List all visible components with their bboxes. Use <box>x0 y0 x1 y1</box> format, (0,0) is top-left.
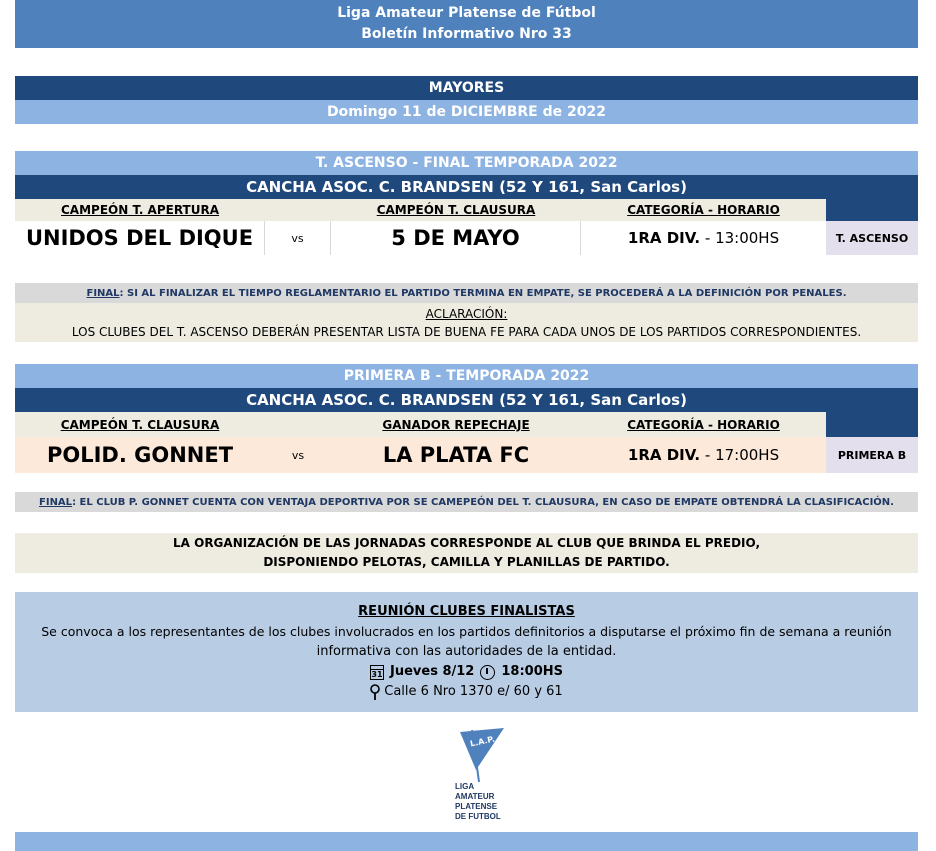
ascenso-clarification <box>15 303 918 342</box>
meeting-box <box>15 592 918 712</box>
ascenso-final-note <box>15 283 918 303</box>
bulletin-number: Boletín Informativo Nro 33 <box>361 26 572 42</box>
clarification-label: ACLARACIÓN: <box>425 306 508 321</box>
logo-flag-text: L.A.P. <box>469 734 496 749</box>
ascenso-title: T. ASCENSO - FINAL TEMPORADA 2022 <box>15 151 918 175</box>
division-date: Domingo 11 de DICIEMBRE de 2022 <box>15 100 918 124</box>
meeting-date: Jueves 8/12 <box>390 664 475 679</box>
meeting-title: REUNIÓN CLUBES FINALISTAS <box>358 604 575 619</box>
logo-line-3: PLATENSE <box>455 802 498 811</box>
primera-b-col-away-header: GANADOR REPECHAJE <box>382 417 530 432</box>
primera-b-col-home-header: CAMPEÓN T. CLAUSURA <box>60 417 220 432</box>
location-pin-icon <box>370 684 380 701</box>
primera-b-away-team: LA PLATA FC <box>382 443 530 467</box>
organization-note <box>15 533 918 573</box>
bulletin-header <box>15 0 918 48</box>
ascenso-category-time <box>581 221 826 255</box>
meeting-address: Calle 6 Nro 1370 e/ 60 y 61 <box>384 684 563 699</box>
logo-wordmark <box>455 782 501 822</box>
primera-b-time: - 17:00HS <box>700 446 780 464</box>
primera-b-final-note-text: : EL CLUB P. GONNET CUENTA CON VENTAJA DEPORTIVA POR SE CAMEPEÓN DEL T. CLAUSURA, EN CASO DE EMPATE OBTENDRÁ LA CLASIFICACIÓN. <box>72 496 894 508</box>
primera-b-tag-top <box>826 412 918 437</box>
division-title: MAYORES <box>15 76 918 100</box>
organization-line-1: LA ORGANIZACIÓN DE LAS JORNADAS CORRESPONDE AL CLUB QUE BRINDA EL PREDIO, <box>173 536 760 550</box>
primera-b-home-team: POLID. GONNET <box>46 443 234 467</box>
ascenso-time: - 13:00HS <box>700 229 780 247</box>
meeting-text-1: Se convoca a los representantes de los clubes involucrados en los partidos definitorios a disputarse el próximo fin de semana a reunión <box>41 624 892 639</box>
footer-bar <box>15 832 918 851</box>
primera-b-final-note <box>15 492 918 512</box>
primera-b-col-category-header: CATEGORÍA - HORARIO <box>627 417 780 432</box>
league-name: Liga Amateur Platense de Fútbol <box>337 5 596 21</box>
ascenso-tag-top <box>826 199 918 221</box>
clarification-text: LOS CLUBES DEL T. ASCENSO DEBERÁN PRESENTAR LISTA DE BUENA FE PARA CADA UNOS DE LOS PARTIDOS CORRESPONDIENTES. <box>71 324 862 339</box>
primera-b-final-note-label: FINAL <box>39 496 73 508</box>
ascenso-vs-label: vs <box>265 221 331 255</box>
clock-icon <box>480 665 495 680</box>
primera-b-tag: PRIMERA B <box>826 437 918 473</box>
ascenso-col-category-header: CATEGORÍA - HORARIO <box>627 203 780 217</box>
ascenso-category: 1RA DIV. <box>627 229 701 247</box>
calendar-icon <box>370 665 384 680</box>
league-logo <box>448 724 518 830</box>
primera-b-title: PRIMERA B - TEMPORADA 2022 <box>15 364 918 388</box>
ascenso-col-home-header: CAMPEÓN T. APERTURA <box>61 203 219 217</box>
primera-b-vs-label: vs <box>291 448 305 462</box>
ascenso-final-note-label: FINAL <box>86 287 120 299</box>
ascenso-col-away-header: CAMPEÓN T. CLAUSURA <box>376 203 536 217</box>
ascenso-home-team: UNIDOS DEL DIQUE <box>15 221 265 255</box>
meeting-text-2: informativa con las autoridades de la entidad. <box>316 644 617 659</box>
calendar-day: 31 <box>371 669 383 679</box>
ascenso-venue: CANCHA ASOC. C. BRANDSEN (52 Y 161, San Carlos) <box>15 175 918 199</box>
primera-b-venue: CANCHA ASOC. C. BRANDSEN (52 Y 161, San Carlos) <box>15 388 918 412</box>
meeting-time: 18:00HS <box>501 664 563 679</box>
ascenso-tag: T. ASCENSO <box>826 221 918 255</box>
ascenso-final-note-text: : SI AL FINALIZAR EL TIEMPO REGLAMENTARIO EL PARTIDO TERMINA EN EMPATE, SE PROCEDERÁ A LA DEFINICIÓN POR PENALES. <box>119 287 847 299</box>
meeting-address-row <box>15 682 918 702</box>
meeting-datetime <box>15 662 918 682</box>
primera-b-category-time <box>581 437 826 473</box>
logo-line-1: LIGA <box>455 782 475 791</box>
logo-line-2: AMATEUR <box>455 792 495 801</box>
logo-line-4: DE FUTBOL <box>455 812 501 821</box>
primera-b-category: 1RA DIV. <box>627 446 701 464</box>
ascenso-away-team: 5 DE MAYO <box>331 221 581 255</box>
organization-line-2: DISPONIENDO PELOTAS, CAMILLA Y PLANILLAS DE PARTIDO. <box>263 555 670 569</box>
